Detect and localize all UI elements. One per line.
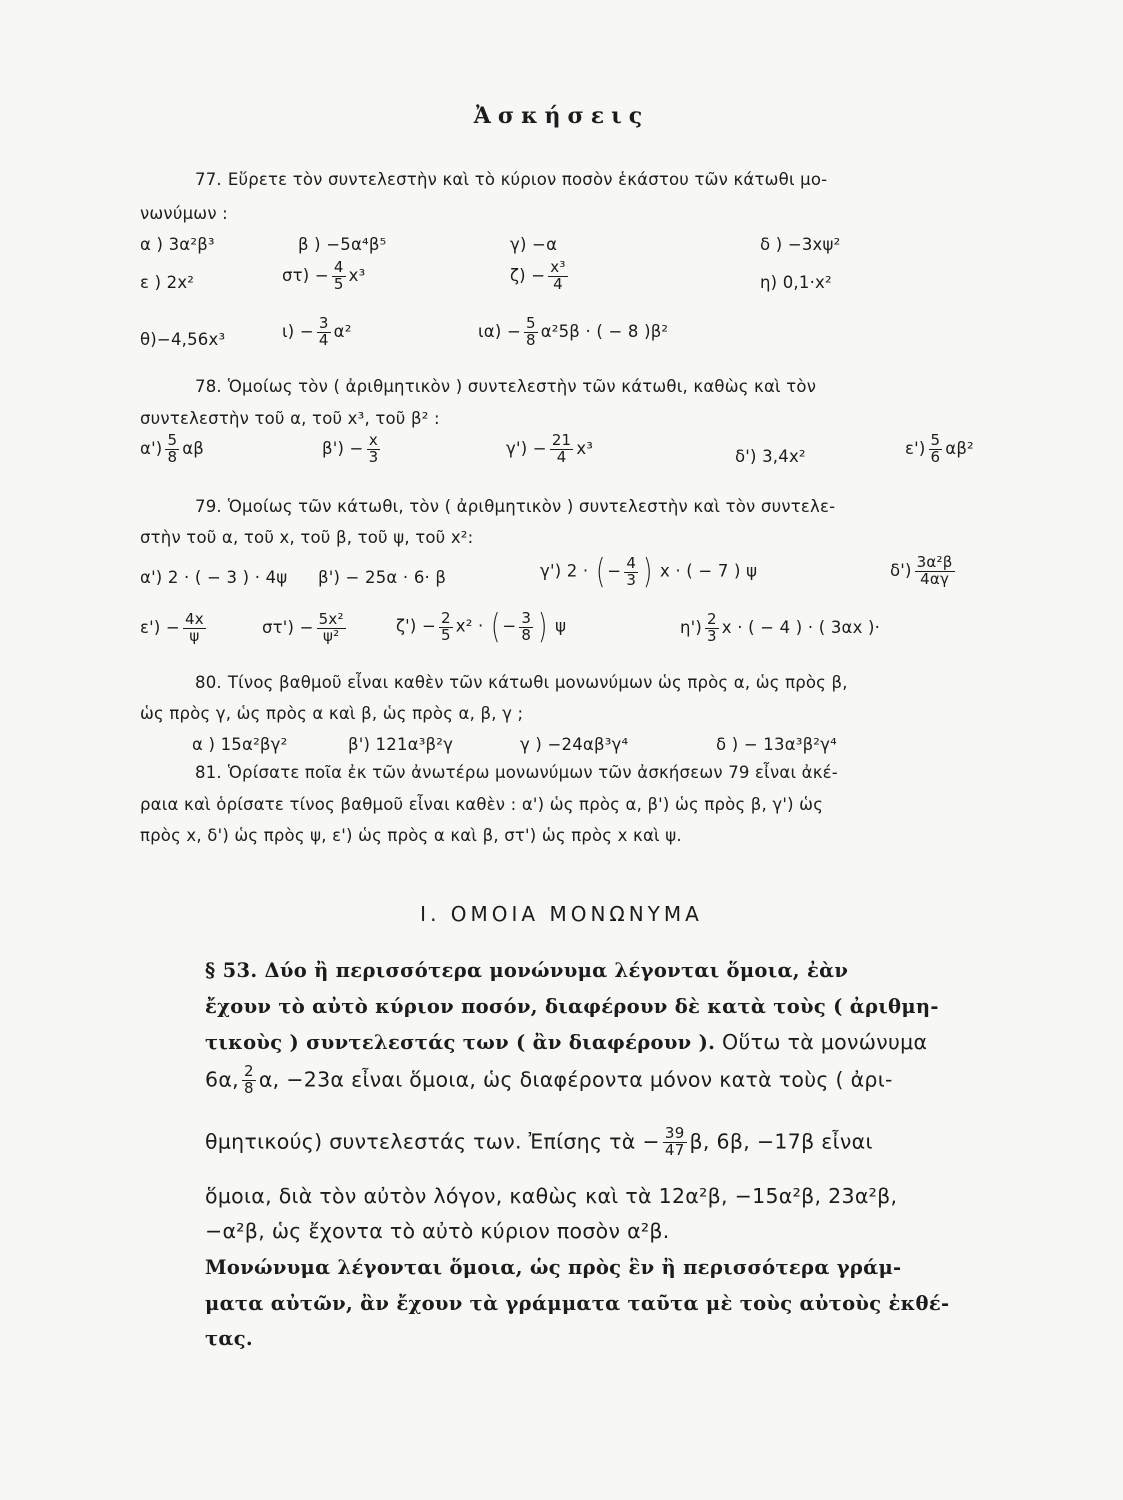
- ex80-text2: ὡς πρὸς γ, ὡς πρὸς α καὶ β, ὡς πρὸς α, β, γ ;: [140, 704, 524, 723]
- ex81-text1: Ὁρίσατε ποῖα ἐκ τῶν ἀνωτέρω μονωνύμων τῶν ἀσκήσεων 79 εἶναι ἀκέ-: [227, 763, 838, 782]
- fraction: [242, 1064, 256, 1097]
- denominator: 8: [521, 625, 532, 644]
- denominator: ψ: [189, 626, 200, 645]
- ex81-text2: ραια καὶ ὁρίσατε τίνος βαθμοῦ εἶναι καθὲν : α') ὡς πρὸς α, β') ὡς πρὸς β, γ') ὡς: [140, 795, 824, 814]
- fraction: [548, 260, 567, 293]
- denominator: 8: [525, 330, 536, 349]
- numerator: 4x: [184, 610, 204, 628]
- p53-l4-b: α, −23α εἶναι ὅμοια, ὡς διαφέροντα μόνον κατὰ τοὺς ( ἀρι-: [258, 1067, 893, 1092]
- fraction: [317, 612, 346, 645]
- denominator: 8: [167, 447, 178, 466]
- ex77-z-label: ζ) −: [510, 265, 546, 285]
- open-paren: (: [490, 607, 501, 647]
- p53-line4: [205, 1064, 893, 1097]
- denominator: 3: [368, 447, 379, 466]
- ex77-e: ε ) 2x²: [140, 273, 195, 292]
- ex79-z-tail: ψ: [555, 616, 567, 636]
- fraction: [705, 612, 719, 645]
- ex78-d: δ') 3,4x²: [735, 447, 806, 466]
- fraction: [663, 1126, 687, 1159]
- close-paren: ): [643, 552, 653, 592]
- p53-line5: [205, 1126, 873, 1159]
- fraction: [332, 260, 346, 293]
- ex79-e: [140, 612, 209, 645]
- ex81-text3: πρὸς x, δ') ὡς πρὸς ψ, ε') ὡς πρὸς α καὶ β, στ') ὡς πρὸς x καὶ ψ.: [140, 826, 682, 845]
- denominator: ψ²: [323, 626, 340, 645]
- ex78-a-label: α'): [140, 438, 163, 458]
- denominator: 6: [930, 447, 941, 466]
- ex80-b: β') 121α³β²γ: [348, 735, 454, 754]
- ex80-d: δ ) − 13α³β²γ⁴: [716, 735, 837, 754]
- ex79-g-tail: x · ( − 7 ) ψ: [660, 561, 758, 581]
- numerator: 3: [318, 314, 329, 332]
- ex78-b-label: β') −: [322, 438, 364, 458]
- p53-line2: [205, 994, 939, 1018]
- fraction: [165, 433, 179, 466]
- ex78-text2: συντελεστὴν τοῦ α, τοῦ x³, τοῦ β² :: [140, 409, 440, 428]
- numerator: 2: [243, 1062, 254, 1080]
- numerator: 5x²: [318, 610, 344, 628]
- ex78-prompt-line1: [195, 377, 816, 396]
- ex79-st-label: στ') −: [262, 617, 314, 637]
- ex79-g-label: γ') 2 ·: [540, 561, 589, 581]
- ex77-d: δ ) −3xψ²: [760, 235, 841, 254]
- ex77-st-label: στ) −: [282, 265, 329, 285]
- minus-sign: −: [502, 616, 517, 636]
- numerator: 21: [551, 431, 572, 449]
- p53-line10: [205, 1326, 253, 1350]
- ex77-b: β ) −5α⁴β⁵: [298, 235, 387, 254]
- numerator: 3: [521, 608, 532, 627]
- fraction: [550, 433, 574, 466]
- ex78-e-tail: αβ²: [945, 438, 974, 458]
- ex79-h-label: η'): [680, 617, 703, 637]
- section-title: Ι. ΟΜΟΙΑ ΜΟΝΩΝΥΜΑ: [420, 902, 703, 926]
- denominator: 3: [626, 570, 637, 589]
- p53-l8-text: Μονώνυμα λέγονται ὅμοια, ὡς πρὸς ἓν ἢ περισσότερα γράμ-: [205, 1256, 902, 1279]
- p53-l5-a: θμητικούς) συντελεστάς των. Ἐπίσης τὰ −: [205, 1129, 660, 1154]
- ex80-number: 80.: [195, 673, 222, 692]
- ex78-number: 78.: [195, 377, 222, 396]
- ex79-st: [262, 612, 349, 645]
- p53-line6: ὅμοια, διὰ τὸν αὐτὸν λόγον, καθὼς καὶ τὰ 12α²β, −15α²β, 23α²β,: [205, 1184, 898, 1208]
- p53-line1: [205, 958, 848, 982]
- ex79-z-label: ζ') −: [396, 616, 437, 636]
- ex77-ia-label: ια) −: [478, 321, 521, 341]
- ex79-h: [680, 612, 880, 645]
- ex77-i-tail: α²: [333, 321, 352, 341]
- p53-line3: [205, 1030, 927, 1054]
- denominator: 47: [664, 1140, 685, 1159]
- open-paren: (: [595, 552, 606, 592]
- numerator: x: [367, 433, 381, 450]
- numerator: 4: [333, 258, 344, 276]
- ex78-b: [322, 433, 383, 466]
- denominator: 5: [333, 274, 344, 293]
- ex78-text1: Ὁμοίως τὸν ( ἀριθμητικὸν ) συντελεστὴν τῶν κάτωθι, καθὼς καὶ τὸν: [227, 377, 817, 396]
- denominator: 4: [556, 447, 567, 466]
- ex79-a: α') 2 · ( − 3 ) · 4ψ: [140, 568, 288, 587]
- ex77-st-tail: x³: [348, 265, 366, 285]
- ex78-a: [140, 433, 204, 466]
- exercises-heading: Ἀσκήσεις: [473, 103, 650, 129]
- ex79-prompt-line1: [195, 497, 835, 516]
- ex78-e-label: ε'): [905, 438, 926, 458]
- denominator: 3: [707, 626, 717, 645]
- p53-line9: [205, 1291, 949, 1315]
- ex77-text2: νωνύμων :: [140, 204, 228, 223]
- ex77-z: [510, 260, 571, 293]
- numerator: 2: [707, 610, 717, 628]
- ex78-a-tail: αβ: [182, 438, 205, 458]
- p53-line8: [205, 1255, 901, 1279]
- ex77-ia: [478, 316, 668, 349]
- numerator: 5: [167, 431, 178, 449]
- denominator: 8: [243, 1078, 254, 1097]
- p53-l5-b: β, 6β, −17β εἶναι: [689, 1129, 873, 1154]
- fraction: [519, 608, 533, 644]
- ex77-i-label: ι) −: [282, 321, 314, 341]
- p53-l9-text: ματα αὐτῶν, ἂν ἔχουν τὰ γράμματα ταῦτα μὲ τοὺς αὐτοὺς ἐκθέ-: [205, 1292, 950, 1315]
- ex78-g: [506, 433, 593, 466]
- numerator: 3α²β: [916, 553, 953, 571]
- numerator: 5: [930, 431, 941, 449]
- ex80-g: γ ) −24αβ³γ⁴: [520, 735, 629, 754]
- p53-l2-text: ἔχουν τὸ αὐτὸ κύριον ποσόν, διαφέρουν δὲ κατὰ τοὺς ( ἀριθμη-: [205, 995, 939, 1018]
- ex79-h-tail: x · ( − 4 ) · ( 3αx )·: [721, 617, 881, 637]
- ex77-g: γ) −α: [510, 235, 558, 254]
- p53-l1-text: § 53. Δύο ἢ περισσότερα μονώνυμα λέγονται ὅμοια, ἐὰν: [205, 959, 849, 982]
- ex77-a: α ) 3α²β³: [140, 235, 215, 254]
- ex79-d: [890, 555, 958, 588]
- ex79-z-mid: x² ·: [455, 616, 484, 636]
- denominator: 4: [318, 330, 329, 349]
- p53-line7: −α²β, ὡς ἔχοντα τὸ αὐτὸ κύριον ποσὸν α²β.: [205, 1219, 670, 1243]
- ex78-e: [905, 433, 974, 466]
- ex81-number: 81.: [195, 763, 222, 782]
- p53-l3-rest: Οὕτω τὰ μονώνυμα: [715, 1030, 928, 1054]
- numerator: 5: [525, 314, 536, 332]
- ex77-th: θ)−4,56x³: [140, 330, 226, 349]
- denominator: 4: [553, 274, 563, 293]
- ex79-text1: Ὁμοίως τῶν κάτωθι, τὸν ( ἀριθμητικὸν ) συντελεστὴν καὶ τὸν συντελε-: [227, 497, 836, 516]
- ex77-i: [282, 316, 352, 349]
- ex79-text2: στὴν τοῦ α, τοῦ x, τοῦ β, τοῦ ψ, τοῦ x²:: [140, 528, 474, 547]
- ex80-prompt-line1: [195, 673, 848, 692]
- ex80-a: α ) 15α²βγ²: [192, 735, 288, 754]
- ex79-b: β') − 25α · 6· β: [318, 568, 447, 587]
- ex79-e-label: ε') −: [140, 617, 180, 637]
- numerator: 39: [664, 1124, 685, 1142]
- ex77-h: η) 0,1·x²: [760, 273, 832, 292]
- ex78-g-label: γ') −: [506, 438, 547, 458]
- fraction: [317, 316, 331, 349]
- minus-sign: −: [607, 561, 622, 581]
- fraction: [915, 555, 955, 588]
- numerator: x³: [550, 258, 566, 276]
- close-paren: ): [538, 607, 548, 647]
- ex79-number: 79.: [195, 497, 222, 516]
- fraction: [367, 433, 381, 466]
- denominator: 4αγ: [920, 569, 950, 588]
- ex77-number: 77.: [195, 170, 222, 189]
- denominator: 5: [441, 625, 451, 644]
- p53-l4-a: 6α,: [205, 1067, 239, 1092]
- fraction: [624, 553, 638, 589]
- ex79-g: [540, 552, 757, 592]
- numerator: 4: [626, 553, 637, 572]
- ex79-d-label: δ'): [890, 560, 912, 580]
- ex77-st: [282, 260, 365, 293]
- ex77-ia-tail: α²5β · ( − 8 )β²: [540, 321, 669, 341]
- numerator: 2: [441, 608, 451, 627]
- p53-l3-bold: τικοὺς ) συντελεστάς των ( ἂν διαφέρουν ).: [205, 1031, 716, 1054]
- ex78-g-tail: x³: [576, 438, 594, 458]
- ex77-prompt-line1: [195, 170, 827, 189]
- fraction: [439, 608, 453, 644]
- fraction: [524, 316, 538, 349]
- p53-l10-text: τας.: [205, 1327, 253, 1350]
- ex77-text1: Εὕρετε τὸν συντελεστὴν καὶ τὸ κύριον ποσὸν ἑκάστου τῶν κάτωθι μο-: [227, 170, 828, 189]
- fraction: [183, 612, 206, 645]
- ex79-z: [396, 607, 566, 647]
- fraction: [929, 433, 943, 466]
- ex81-prompt-line1: [195, 763, 838, 782]
- ex80-text1: Τίνος βαθμοῦ εἶναι καθὲν τῶν κάτωθι μονωνύμων ὡς πρὸς α, ὡς πρὸς β,: [227, 673, 848, 692]
